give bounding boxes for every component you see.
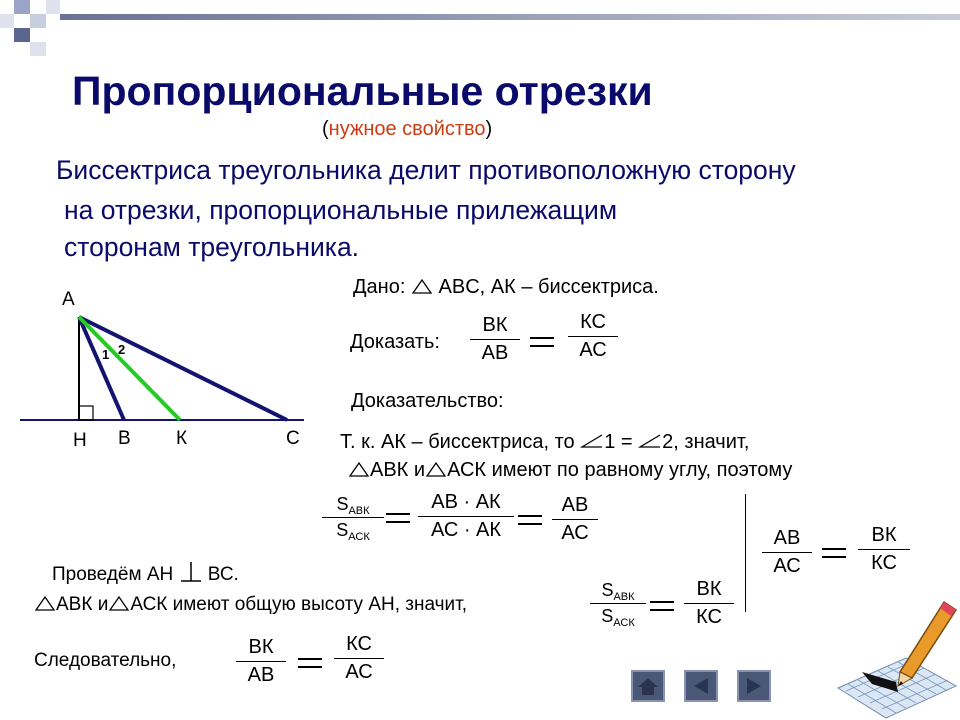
back-button[interactable] [684,670,718,702]
home-button[interactable] [631,670,665,702]
label-a: A [62,289,75,310]
triangle-figure [14,280,314,450]
equals-sign [822,548,846,558]
common-height-line: АВК и АСК имеют общую высоту АН, значит, [34,594,467,616]
altitude-line: Проведём АН ВС. [52,561,239,586]
label-c: C [286,428,300,449]
triangle-icon [34,595,56,611]
conclusion-rhs-fraction: КС АС [334,633,384,684]
sides-product-fraction: АВ · АК АС · АК [418,491,514,542]
equals-sign [298,658,322,668]
forward-arrow-icon [739,672,769,700]
prove-lhs-fraction: ВК АВ [470,314,520,365]
prove-rhs-fraction: КС АС [568,311,618,362]
triangle-icon [411,278,433,294]
prove-label: Доказать: [350,331,440,353]
header-bar [60,14,960,20]
back-arrow-icon [686,672,716,700]
triangle-icon [348,461,370,477]
equals-sign [530,337,554,347]
equals-sign [386,513,410,523]
angle-icon [638,433,662,449]
proof-label: Доказательство: [351,390,504,412]
angle-icon [580,433,604,449]
equals-sign [650,601,674,611]
forward-button[interactable] [737,670,771,702]
proof-line-2: АВК и АСК имеют по равному углу, поэтому [348,459,792,482]
corner-decoration [0,0,80,60]
area-ratio-fraction-2: $S_{АВК}$ $S_{АСК}$ [590,580,646,627]
page-subtitle: (нужное свойство) [322,118,493,140]
proof-line-1: Т. к. АК – биссектриса, то 1 = 2, значит, [340,431,750,453]
angle-2-label: 2 [118,342,126,357]
label-k: К [176,428,188,449]
perpendicular-icon [179,561,203,583]
page-title: Пропорциональные отрезки [72,68,653,114]
result-lhs-fraction: АВ АС [762,527,812,578]
triangle-icon [108,595,130,611]
label-h: H [73,430,87,450]
home-icon [633,672,663,700]
sides-ratio-fraction: АВ АС [552,494,598,545]
pencil-icon [832,596,960,720]
segments-ratio-fraction: ВК КС [684,578,734,629]
triangle-icon [425,461,447,477]
given-line: Дано: ABC, АК – биссектриса. [353,276,659,298]
theorem-line-3: сторонам треугольника. [64,232,360,262]
vertical-divider [745,494,746,612]
theorem-line-1: Биссектриса треугольника делит противоположную сторону [56,155,796,185]
label-b: B [118,428,131,449]
conclusion-label: Следовательно, [34,650,177,671]
theorem-line-2: на отрезки, пропорциональные прилежащим [64,195,618,225]
conclusion-lhs-fraction: ВК АВ [236,636,286,687]
area-ratio-fraction: $S_{АВК}$ $S_{АСК}$ [322,494,384,541]
result-rhs-fraction: ВК КС [858,524,910,575]
equals-sign [518,515,542,525]
angle-1-label: 1 [102,347,110,362]
